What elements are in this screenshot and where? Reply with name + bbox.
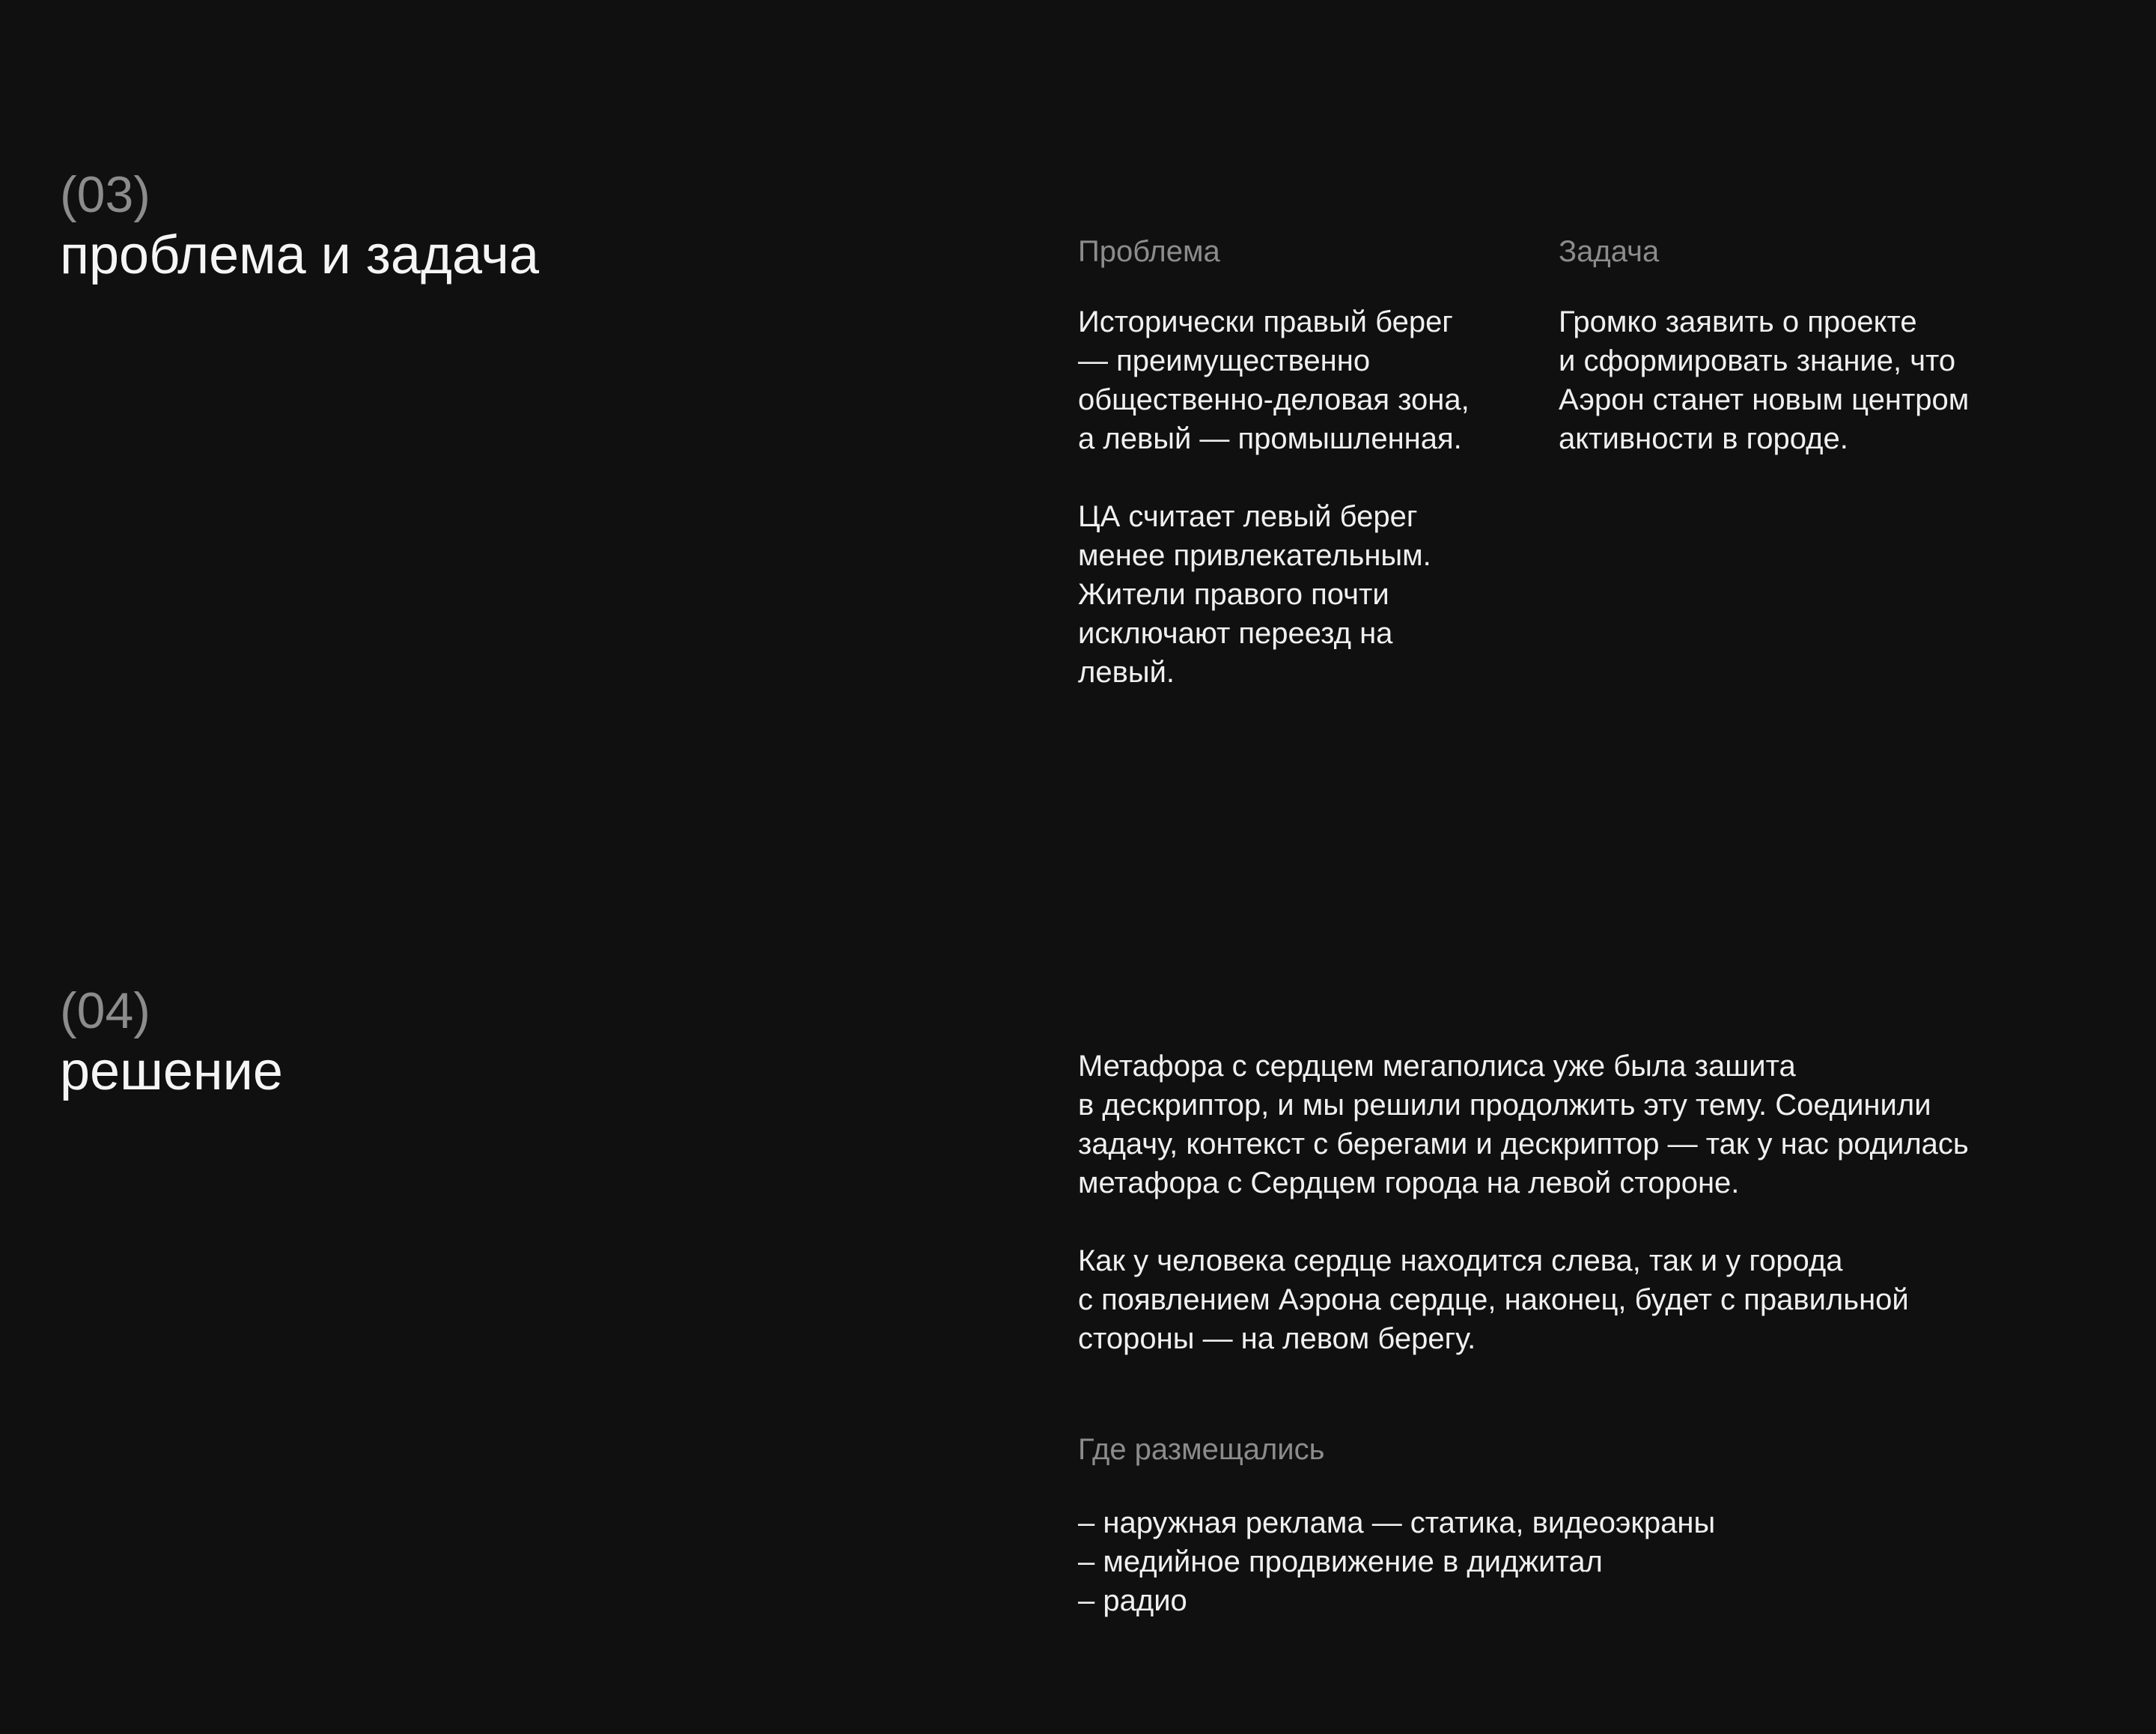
text-line: исключают переезд на: [1078, 617, 1393, 650]
text-line: общественно-деловая зона,: [1078, 383, 1470, 416]
text-line: Жители правого почти: [1078, 578, 1389, 611]
section-title: проблема и задача: [60, 225, 539, 285]
section-number: (04): [60, 982, 150, 1039]
task-paragraph: [1559, 302, 2023, 458]
text-line: Исторически правый берег: [1078, 305, 1453, 338]
task-label: Задача: [1559, 235, 1660, 268]
text-line: с появлением Аэрона сердце, наконец, будет с правильной: [1078, 1283, 1909, 1316]
text-line: — преимущественно: [1078, 344, 1371, 377]
list-item: – радио: [1078, 1584, 1187, 1617]
section-title: решение: [60, 1041, 283, 1101]
text-line: в дескриптор, и мы решили продолжить эту тему. Соединили: [1078, 1089, 1931, 1122]
problem-label: Проблема: [1078, 235, 1220, 268]
text-line: менее привлекательным.: [1078, 539, 1431, 572]
problem-paragraph: [1078, 302, 1542, 458]
problem-paragraph: [1078, 497, 1542, 692]
list-item: – наружная реклама — статика, видеоэкраны: [1078, 1506, 1716, 1539]
text-line: левый.: [1078, 656, 1175, 689]
solution-paragraph: [1078, 1241, 2111, 1358]
section-problem-and-task: [0, 157, 2156, 756]
task-column: [1559, 232, 2023, 458]
text-line: и сформировать знание, что: [1559, 344, 1956, 377]
text-line: задачу, контекст с берегами и дескриптор — так у нас родилась: [1078, 1128, 1969, 1160]
text-line: метафора с Сердцем города на левой стороне.: [1078, 1166, 1740, 1199]
text-line: Аэрон станет новым центром: [1559, 383, 1970, 416]
problem-column: [1078, 232, 1542, 692]
placement-label: Где размещались: [1078, 1433, 1325, 1466]
text-line: Метафора с сердцем мегаполиса уже была зашита: [1078, 1050, 1796, 1083]
list-item: – медийное продвижение в диджитал: [1078, 1545, 1603, 1578]
solution-paragraph: [1078, 1047, 2111, 1202]
text-line: стороны — на левом берегу.: [1078, 1322, 1476, 1355]
text-line: Громко заявить о проекте: [1559, 305, 1917, 338]
section-solution: [0, 973, 2156, 1685]
text-line: активности в городе.: [1559, 422, 1848, 455]
section-number: (03): [60, 166, 150, 223]
text-line: Как у человека сердце находится слева, так и у города: [1078, 1244, 1843, 1277]
solution-text-block: [1078, 1047, 2111, 1620]
text-line: а левый — промышленная.: [1078, 422, 1462, 455]
placement-list: [1078, 1503, 2111, 1620]
text-line: ЦА считает левый берег: [1078, 500, 1418, 533]
